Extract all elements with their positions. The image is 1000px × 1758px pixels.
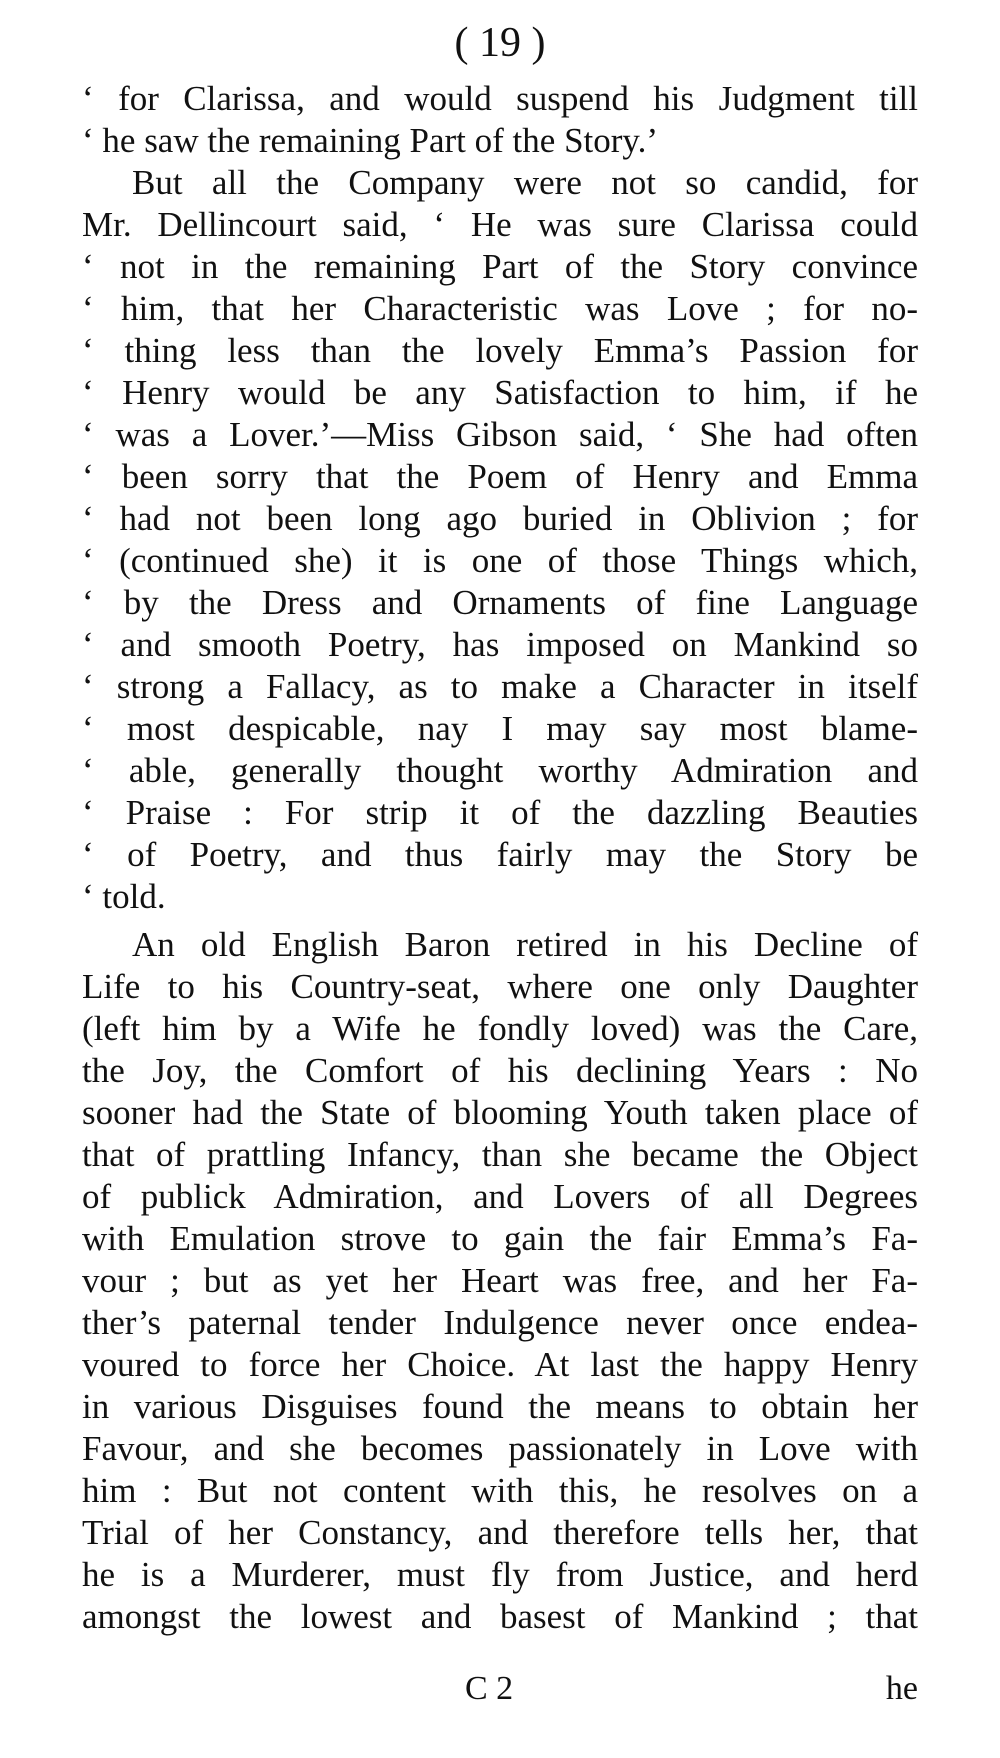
text-line: with Emulation strove to gain the fair Emma’s Fa- xyxy=(82,1219,918,1258)
text-line: ‘ was a Lover.’—Miss Gibson said, ‘ She had often xyxy=(82,415,918,454)
signature-mark: C 2 xyxy=(465,1670,514,1707)
text-line: Favour, and she becomes passionately in Love with xyxy=(82,1429,918,1468)
text-line: ‘ he saw the remaining Part of the Story.’ xyxy=(82,121,659,160)
text-line: ‘ been sorry that the Poem of Henry and Emma xyxy=(82,457,918,496)
text-line: he is a Murderer, must fly from Justice, and herd xyxy=(82,1555,918,1594)
text-line: ‘ Praise : For strip it of the dazzling Beauties xyxy=(82,793,918,832)
text-line: amongst the lowest and basest of Mankind ; that xyxy=(82,1597,918,1636)
text-line: him : But not content with this, he resolves on a xyxy=(82,1471,918,1510)
catchword: he xyxy=(885,1670,918,1707)
text-line: ther’s paternal tender Indulgence never once endea- xyxy=(82,1303,918,1342)
text-line: ‘ strong a Fallacy, as to make a Character in itself xyxy=(82,667,918,706)
text-line: voured to force her Choice. At last the happy Henry xyxy=(82,1345,918,1384)
text-line: in various Disguises found the means to obtain her xyxy=(82,1387,918,1426)
text-line: ‘ for Clarissa, and would suspend his Judgment till xyxy=(82,79,918,118)
text-line: vour ; but as yet her Heart was free, and her Fa- xyxy=(82,1261,918,1300)
page-number: ( 19 ) xyxy=(454,20,546,66)
text-line: ‘ had not been long ago buried in Oblivion ; for xyxy=(82,499,918,538)
text-line: ‘ by the Dress and Ornaments of fine Language xyxy=(82,583,918,622)
text-line: ‘ thing less than the lovely Emma’s Passion for xyxy=(82,331,918,370)
text-line: the Joy, the Comfort of his declining Years : No xyxy=(82,1051,918,1090)
text-line: that of prattling Infancy, than she became the Object xyxy=(82,1135,918,1174)
text-line: ‘ able, generally thought worthy Admiration and xyxy=(82,751,918,790)
text-line: ‘ Henry would be any Satisfaction to him, if he xyxy=(82,373,918,412)
text-line: An old English Baron retired in his Decline of xyxy=(132,925,918,964)
text-line: ‘ (continued she) it is one of those Things which, xyxy=(82,541,918,580)
text-line: Life to his Country-seat, where one only Daughter xyxy=(82,967,918,1006)
text-line: ‘ him, that her Characteristic was Love ; for no- xyxy=(82,289,918,328)
text-line: sooner had the State of blooming Youth taken place of xyxy=(82,1093,918,1132)
text-line: ‘ told. xyxy=(82,877,166,916)
text-line: ‘ of Poetry, and thus fairly may the Story be xyxy=(82,835,918,874)
text-line: (left him by a Wife he fondly loved) was the Care, xyxy=(82,1009,918,1048)
text-line: ‘ and smooth Poetry, has imposed on Mankind so xyxy=(82,625,918,664)
text-line: Mr. Dellincourt said, ‘ He was sure Clarissa could xyxy=(82,205,918,244)
text-line: But all the Company were not so candid, for xyxy=(132,163,918,202)
text-line: Trial of her Constancy, and therefore tells her, that xyxy=(82,1513,918,1552)
text-line: ‘ most despicable, nay I may say most blame- xyxy=(82,709,918,748)
text-line: of publick Admiration, and Lovers of all Degrees xyxy=(82,1177,918,1216)
text-line: ‘ not in the remaining Part of the Story convince xyxy=(82,247,918,286)
